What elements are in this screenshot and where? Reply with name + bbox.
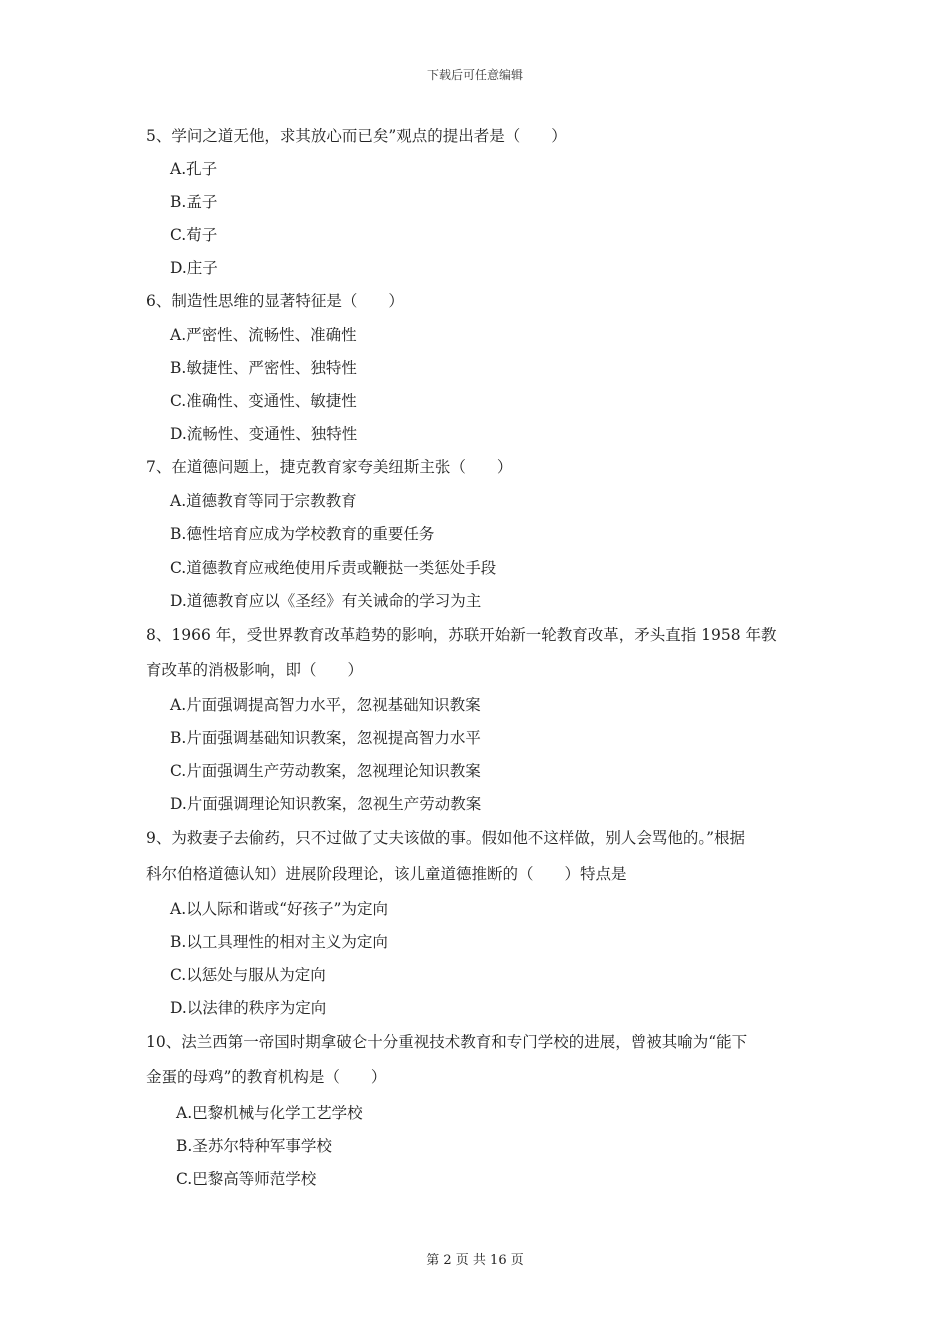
question-9-option-b: B.以工具理性的相对主义为定向	[170, 933, 388, 951]
question-5-option-d: D.庄子	[170, 259, 218, 277]
question-7-stem: 7、在道德问题上，捷克教育家夸美纽斯主张（ ）	[146, 458, 513, 476]
question-6-stem: 6、制造性思维的显著特征是（ ）	[146, 292, 404, 310]
question-9-option-a: A.以人际和谐或“好孩子”为定向	[170, 900, 388, 918]
question-10-stem-line-1: 10、法兰西第一帝国时期拿破仑十分重视技术教育和专门学校的进展，曾被其喻为“能下	[146, 1033, 748, 1051]
question-5-option-c: C.荀子	[170, 226, 218, 244]
question-7-option-b: B.德性培育应成为学校教育的重要任务	[170, 525, 435, 543]
question-10-option-b: B.圣苏尔特种军事学校	[176, 1137, 332, 1155]
question-10-option-c: C.巴黎高等师范学校	[176, 1170, 317, 1188]
question-6-option-b: B.敏捷性、严密性、独特性	[170, 359, 357, 377]
question-7-option-c: C.道德教育应戒绝使用斥责或鞭挞一类惩处手段	[170, 559, 497, 577]
question-10-stem-line-2: 金蛋的母鸡”的教育机构是（ ）	[146, 1068, 387, 1086]
question-8-option-d: D.片面强调理论知识教案，忽视生产劳动教案	[170, 795, 482, 813]
question-5-option-b: B.孟子	[170, 193, 218, 211]
page-header: 下载后可任意编辑	[426, 68, 523, 82]
question-8-option-b: B.片面强调基础知识教案，忽视提高智力水平	[170, 729, 481, 747]
question-5-stem: 5、学问之道无他，求其放心而已矣”观点的提出者是（ ）	[146, 127, 567, 145]
page-footer: 第 2 页 共 16 页	[426, 1253, 524, 1268]
question-7-option-d: D.道德教育应以《圣经》有关诫命的学习为主	[170, 592, 482, 610]
question-9-stem-line-2: 科尔伯格道德认知）进展阶段理论，该儿童道德推断的（ ）特点是	[146, 865, 627, 883]
question-7-option-a: A.道德教育等同于宗教教育	[170, 492, 357, 510]
question-9-option-d: D.以法律的秩序为定向	[170, 999, 327, 1017]
question-9-stem-line-1: 9、为救妻子去偷药，只不过做了丈夫该做的事。假如他不这样做，别人会骂他的。”根据	[146, 829, 746, 847]
question-8-stem-line-2: 育改革的消极影响，即（ ）	[146, 661, 364, 679]
question-8-option-a: A.片面强调提高智力水平，忽视基础知识教案	[170, 696, 481, 714]
question-6-option-a: A.严密性、流畅性、准确性	[170, 326, 357, 344]
question-9-option-c: C.以惩处与服从为定向	[170, 966, 326, 984]
question-6-option-c: C.准确性、变通性、敏捷性	[170, 392, 357, 410]
question-5-option-a: A.孔子	[170, 160, 218, 178]
question-6-option-d: D.流畅性、变通性、独特性	[170, 425, 358, 443]
question-10-option-a: A.巴黎机械与化学工艺学校	[176, 1104, 363, 1122]
question-8-option-c: C.片面强调生产劳动教案，忽视理论知识教案	[170, 762, 481, 780]
question-8-stem-line-1: 8、1966 年，受世界教育改革趋势的影响，苏联开始新一轮教育改革，矛头直指 1958 年教	[146, 626, 777, 644]
